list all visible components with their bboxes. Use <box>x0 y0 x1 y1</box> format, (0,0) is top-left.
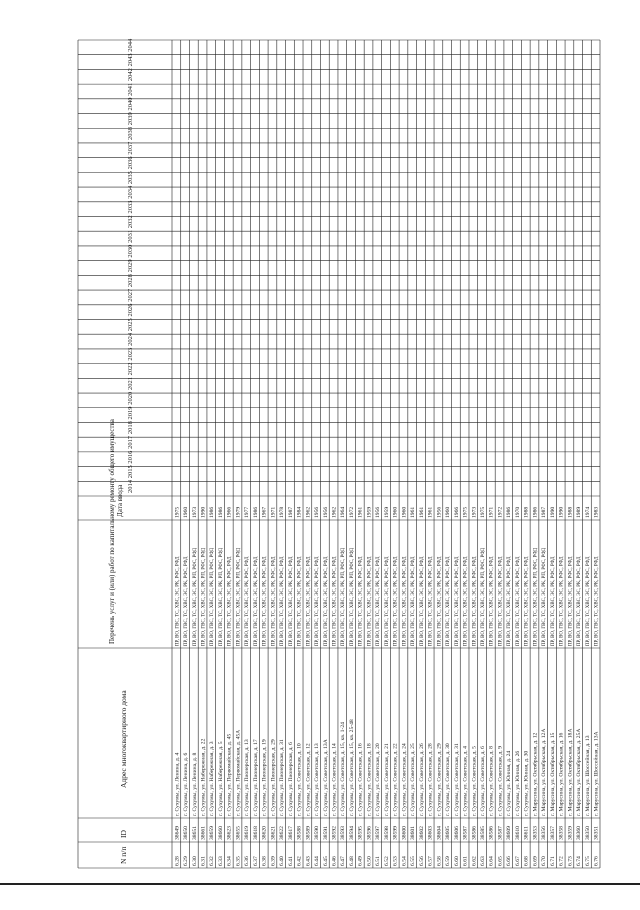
row-year: 1978 <box>279 506 286 518</box>
row-num: 6.47 <box>340 856 347 866</box>
row-num: 6.54 <box>401 856 408 866</box>
header-year-2024: 2024 <box>127 332 134 346</box>
row-services: ПР, ВО, ГВС, ТС, ХВС, ЭС, РК, РФС, РФД <box>323 556 329 646</box>
row-id: 38597 <box>375 826 382 840</box>
row-id: 38351 <box>593 826 600 840</box>
row-year: 1972 <box>348 506 355 518</box>
row-num: 6.35 <box>235 856 242 866</box>
header-year-2039: 2039 <box>127 112 134 126</box>
row-services: ПР, ВО, ГВС, ТС, ХВС, ЭС, РК, РФС, РФД <box>332 556 338 646</box>
row-year: 1987 <box>541 506 548 518</box>
row-num: 6.44 <box>314 856 321 866</box>
row-num: 6.51 <box>375 856 382 866</box>
row-year: 1979 <box>235 506 242 518</box>
row-num: 6.37 <box>252 856 259 866</box>
row-num: 6.46 <box>331 856 338 866</box>
row-address: г. Сухумы, ул. Советская, д. 4 <box>462 746 469 816</box>
row-address: г. Сухумы, ул. Первомайская, д. 45 <box>226 733 233 816</box>
row-address: г. Сухумы, ул. Пионерская, д. 13 <box>244 739 251 816</box>
row-services: ПР, ВО, ГВС, ТС, ХВС, ЭС, РК, РФС, РФД <box>577 556 583 646</box>
row-services: ПР, ВО, ГВС, ТС, ХВС, ЭС, РК, РФС, РФД <box>419 556 425 646</box>
row-services: ПР, ВО, ГВС, ТС, ХВС, ЭС, РК, РП, РФС, РФД <box>481 548 487 646</box>
row-services: ПР, ВО, ГВС, ТС, ХВС, ЭС, РК, РФС, РФД <box>315 556 321 646</box>
header-year-2019: 2019 <box>127 406 134 420</box>
row-year: 1960 <box>401 506 408 518</box>
row-year: 1962 <box>331 506 338 518</box>
row-services: ПР, ВО, ГВС, ТС, ХВС, ЭС, РК, РФС, РФД <box>489 556 495 646</box>
footer-rule <box>0 883 640 885</box>
row-year: 1956 <box>375 506 382 518</box>
row-year: 1986 <box>506 506 513 518</box>
row-address: г. Сухумы, ул. Советская, д. 16 <box>357 743 364 816</box>
header-year-2025: 2025 <box>127 318 134 332</box>
row-address: г. Сухумы, ул. Советская, д. 29 <box>436 743 443 816</box>
header-services: Перечень услуг и (или) работ по капитальному ремонту общего имущества <box>108 419 116 644</box>
row-num: 6.56 <box>418 856 425 866</box>
row-num: 6.34 <box>226 856 233 866</box>
row-services: ПР, ВО, ГВС, ТС, ХВС, ЭС, РК, РФС, РФД <box>384 556 390 646</box>
row-year: 1990 <box>558 506 565 518</box>
row-year: 1989 <box>576 506 583 518</box>
row-id: 38353 <box>532 826 539 840</box>
row-services: ПР, ВО, ГВС, ТС, ХВС, ЭС, РК, РП, РФС, РФД <box>349 548 355 646</box>
row-num: 6.50 <box>366 856 373 866</box>
header-year-2035: 2035 <box>127 171 134 185</box>
row-services: ПР, ВО, ГВС, ТС, ХВС, ЭС, РК, РФС, РФД <box>175 556 181 646</box>
row-id: 38611 <box>523 826 530 840</box>
row-year: 1975 <box>480 506 487 518</box>
header-num: N п/п <box>119 846 128 864</box>
table-grid <box>78 40 600 868</box>
header-year-2042: 2042 <box>127 68 134 82</box>
row-id: 38661 <box>200 826 207 840</box>
row-id: 38585 <box>480 826 487 840</box>
row-year: 1964 <box>340 506 347 518</box>
row-id: 38591 <box>322 826 329 840</box>
row-address: г. Сухумы, ул. Советская, д. 12 <box>305 743 312 816</box>
row-address: г. Марусина, ул. Шоссейная, д. 13 <box>584 735 591 816</box>
row-address: г. Сухумы, ул. Советская, д. 14 <box>331 743 338 816</box>
row-address: г. Сухумы, ул. Советская, д. 13 <box>314 743 321 816</box>
row-num: 6.69 <box>532 856 539 866</box>
row-num: 6.30 <box>191 856 198 866</box>
row-id: 38593 <box>340 826 347 840</box>
row-id: 38592 <box>331 826 338 840</box>
row-address: г. Сухумы, ул. Советская, д. 15, кв. 25-48 <box>348 719 355 816</box>
row-year: 1962 <box>305 506 312 518</box>
row-address: г. Сухумы, ул. Юнная, д. 30 <box>523 750 530 816</box>
row-services: ПР, ВО, ГВС, ТС, ХВС, ЭС, РК, РП, РФС, РФД <box>542 548 548 646</box>
header-year-2018: 2018 <box>127 421 134 435</box>
row-id: 38599 <box>392 826 399 840</box>
header-year-2040: 2040 <box>127 97 134 111</box>
row-year: 1988 <box>567 506 574 518</box>
row-num: 6.61 <box>462 856 469 866</box>
row-id: 38651 <box>191 826 198 840</box>
row-num: 6.68 <box>523 856 530 866</box>
row-year: 1959 <box>366 506 373 518</box>
row-id: 38586 <box>488 826 495 840</box>
row-num: 6.53 <box>392 856 399 866</box>
row-year: 1961 <box>357 506 364 518</box>
row-services: ПР, ВО, ГВС, ТС, ХВС, ЭС, РК, РФС, РФД <box>428 556 434 646</box>
row-services: ПР, ВО, ГВС, ТС, ХВС, ЭС, РК, РФС, РФД <box>559 556 565 646</box>
row-services: ПР, ВО, ГВС, ТС, ХВС, ЭС, РК, РФС, РФД <box>498 556 504 646</box>
row-year: 1961 <box>410 506 417 518</box>
row-year: 1984 <box>296 506 303 518</box>
row-year: 1990 <box>200 506 207 518</box>
row-year: 1983 <box>593 506 600 518</box>
row-num: 6.42 <box>296 856 303 866</box>
row-num: 6.58 <box>436 856 443 866</box>
row-id: 38603 <box>427 826 434 840</box>
row-year: 1975 <box>462 506 469 518</box>
row-address: г. Сухумы, ул. Пионерская, д. 6 <box>287 742 294 816</box>
row-year: 1966 <box>453 506 460 518</box>
row-year: 1960 <box>445 506 452 518</box>
row-num: 6.40 <box>279 856 286 866</box>
row-year: 1988 <box>523 506 530 518</box>
row-id: 38610 <box>514 826 521 840</box>
row-services: ПР, ВО, ГВС, ТС, ХВС, ЭС, РК, РП, РФС, РФД <box>210 548 216 646</box>
row-id: 38601 <box>410 826 417 840</box>
row-num: 6.36 <box>244 856 251 866</box>
row-id: 38618 <box>252 826 259 840</box>
row-id: 38606 <box>453 826 460 840</box>
row-num: 6.41 <box>287 856 294 866</box>
row-services: ПР, ВО, ГВС, ТС, ХВС, ЭС, РК, РФС, РФД <box>367 556 373 646</box>
row-address: г. Марусина, ул. Октябрьская, д. 12 <box>532 732 539 816</box>
row-services: ПР, ВО, ГВС, ТС, ХВС, ЭС, РК, РФС, РФД <box>524 556 530 646</box>
row-year: 1974 <box>584 506 591 518</box>
row-services: ПР, ВО, ГВС, ТС, ХВС, ЭС, РК, РФС, РФД <box>446 556 452 646</box>
row-num: 6.45 <box>322 856 329 866</box>
row-address: г. Марусина, ул. Октябрьская, д. 25А <box>576 728 583 816</box>
row-address: г. Сухумы, ул. Советская, д. 28 <box>427 743 434 816</box>
row-num: 6.74 <box>576 856 583 866</box>
row-id: 38586 <box>471 826 478 840</box>
row-id: 38604 <box>436 826 443 840</box>
header-year-2034: 2034 <box>127 185 134 199</box>
row-id: 38598 <box>383 826 390 840</box>
row-address: г. Сухумы, ул. Пионерская, д. 19 <box>261 739 268 816</box>
row-address: г. Марусина, ул. Октябрьская, д. 12А <box>541 728 548 816</box>
row-services: ПР, ВО, ГВС, ТС, ХВС, ЭС, РК, РФС, РФД <box>280 556 286 646</box>
row-services: ПР, ВО, ГВС, ТС, ХВС, ЭС, РК, РФС, РФД <box>297 556 303 646</box>
row-id: 38605 <box>445 826 452 840</box>
row-year: 1987 <box>287 506 294 518</box>
row-address: г. Сухумы, ул. Советская, д. 10 <box>296 743 303 816</box>
row-year: 1967 <box>261 506 268 518</box>
row-num: 6.65 <box>497 856 504 866</box>
row-id: 38619 <box>244 826 251 840</box>
row-services: ПР, ВО, ГВС, ТС, ХВС, ЭС, РК, РФС, РФД <box>507 556 513 646</box>
row-num: 6.73 <box>567 856 574 866</box>
row-id: 38594 <box>348 826 355 840</box>
header-year-2017: 2017 <box>127 435 134 449</box>
header-year-2043: 2043 <box>127 53 134 67</box>
row-id: 38587 <box>462 826 469 840</box>
row-services: ПР, ВО, ГВС, ТС, ХВС, ЭС, РК, РФС, РФД <box>437 556 443 646</box>
row-services: ПР, ВО, ГВС, ТС, ХВС, ЭС, РК, РФС, РФД <box>253 556 259 646</box>
header-year-2020: 2020 <box>127 391 134 405</box>
row-year: 1960 <box>392 506 399 518</box>
header-year-2014: 2014 <box>127 480 134 493</box>
row-address: г. Сухумы, ул. Пионерская, д. 29 <box>270 739 277 816</box>
row-year: 1973 <box>471 506 478 518</box>
row-year: 1970 <box>514 506 521 518</box>
row-address: г. Сухумы, ул. Советская, д. 25 <box>410 743 417 816</box>
row-year: 1986 <box>532 506 539 518</box>
row-address: г. Сухумы, ул. Пионерская, д. 31 <box>279 739 286 816</box>
header-year-2036: 2036 <box>127 156 134 170</box>
row-services: ПР, ВО, ГВС, ТС, ХВС, ЭС, РК, РФС, РФД <box>515 556 521 646</box>
row-services: ПР, ВО, ГВС, ТС, ХВС, ЭС, РК, РФС, РФД <box>184 556 190 646</box>
row-id: 38622 <box>279 826 286 840</box>
row-id: 38356 <box>541 826 548 840</box>
row-services: ПР, ВО, ГВС, ТС, ХВС, ЭС, РК, РФС, РФД <box>411 556 417 646</box>
row-address: г. Сухумы, ул. Советская, д. 9 <box>497 746 504 816</box>
row-address: г. Сухумы, ул. Советская, д. 13А <box>322 739 329 816</box>
row-year: 1971 <box>270 506 277 518</box>
row-id: 38620 <box>261 826 268 840</box>
row-num: 6.64 <box>488 856 495 866</box>
row-num: 6.38 <box>261 856 268 866</box>
row-services: ПР, ВО, ГВС, ТС, ХВС, ЭС, РК, РП, РФС, РФД <box>341 548 347 646</box>
row-year: 1990 <box>549 506 556 518</box>
row-id: 38590 <box>314 826 321 840</box>
row-num: 6.52 <box>383 856 390 866</box>
row-address: г. Сухумы, ул. Ленина, д. 8 <box>191 752 198 816</box>
header-year-2023: 2023 <box>127 347 134 361</box>
header-year-2029: 2029 <box>127 259 134 273</box>
row-services: ПР, ВО, ГВС, ТС, ХВС, ЭС, РК, РФС, РФД <box>306 556 312 646</box>
row-services: ПР, ВО, ГВС, ТС, ХВС, ЭС, РК, РП, РФС, РФД <box>236 548 242 646</box>
header-year-2031: 2031 <box>127 229 134 243</box>
row-year: 1959 <box>383 506 390 518</box>
row-address: г. Сухумы, ул. Советская, д. 15, кв. 1-24 <box>340 722 347 816</box>
header-year-2022: 2022 <box>127 362 134 376</box>
row-address: г. Сухумы, ул. Советская, д. 20 <box>375 743 382 816</box>
row-address: г. Марусина, ул. Октябрьская, д. 16 <box>558 732 565 816</box>
row-services: ПР, ВО, ГВС, ТС, ХВС, ЭС, РК, РФС, РФД <box>271 556 277 646</box>
row-services: ПР, ВО, ГВС, ТС, ХВС, ЭС, РК, РФС, РФД <box>376 556 382 646</box>
header-year-2038: 2038 <box>127 126 134 140</box>
row-services: ПР, ВО, ГВС, ТС, ХВС, ЭС, РК, РП, РФС, РФД <box>201 548 207 646</box>
row-num: 6.70 <box>541 856 548 866</box>
row-num: 6.31 <box>200 856 207 866</box>
row-address: г. Сухумы, ул. Первомайская, д. 45А <box>235 729 242 816</box>
row-address: г. Сухумы, ул. Советская, д. 22 <box>392 743 399 816</box>
row-year: 1986 <box>217 506 224 518</box>
row-services: ПР, ВО, ГВС, ТС, ХВС, ЭС, РК, РФС, РФД <box>288 556 294 646</box>
row-services: ПР, ВО, ГВС, ТС, ХВС, ЭС, РК, РФС, РФД <box>472 556 478 646</box>
row-address: г. Сухумы, ул. Советская, д. 5 <box>471 746 478 816</box>
row-year: 1986 <box>252 506 259 518</box>
row-id: 38587 <box>497 826 504 840</box>
row-id: 38650 <box>183 826 190 840</box>
row-id: 38659 <box>209 826 216 840</box>
row-num: 6.48 <box>348 856 355 866</box>
row-id: 38600 <box>401 826 408 840</box>
row-services: ПР, ВО, ГВС, ТС, ХВС, ЭС, РК, РФС, РФД <box>463 556 469 646</box>
row-id: 38359 <box>567 826 574 840</box>
row-address: г. Марусина, ул. Октябрьская, д. 15 <box>549 732 556 816</box>
row-address: г. Сухумы, ул. Советская, д. 31 <box>453 743 460 816</box>
header-id: ID <box>119 830 128 838</box>
row-id: 38602 <box>418 826 425 840</box>
row-id: 38623 <box>226 826 233 840</box>
row-year: 1973 <box>191 506 198 518</box>
row-services: ПР, ВО, ГВС, ТС, ХВС, ЭС, РК, РФС, РФД <box>594 556 600 646</box>
row-num: 6.59 <box>445 856 452 866</box>
row-services: ПР, ВО, ГВС, ТС, ХВС, ЭС, РК, РФС, РФД <box>245 556 251 646</box>
row-address: г. Сухумы, ул. Советская, д. 24 <box>401 743 408 816</box>
row-num: 6.29 <box>183 856 190 866</box>
row-address: г. Сухумы, ул. Ленина, д. 6 <box>183 752 190 816</box>
row-address: г. Сухумы, ул. Советская, д. 26 <box>418 743 425 816</box>
row-num: 6.39 <box>270 856 277 866</box>
row-year: 1956 <box>314 506 321 518</box>
row-num: 6.67 <box>514 856 521 866</box>
row-year: 1977 <box>244 506 251 518</box>
row-services: ПР, ВО, ГВС, ТС, ХВС, ЭС, РК, РП, РФС, РФД <box>218 548 224 646</box>
row-id: 38360 <box>576 826 583 840</box>
row-id: 38655 <box>235 826 242 840</box>
row-address: г. Сухумы, ул. Советская, д. 6 <box>480 746 487 816</box>
row-services: ПР, ВО, ГВС, ТС, ХВС, ЭС, РК, РФС, РФД <box>402 556 408 646</box>
row-num: 6.49 <box>357 856 364 866</box>
row-year: 1972 <box>497 506 504 518</box>
row-address: г. Марусина, ул. Октябрьская, д. 18А <box>567 728 574 816</box>
header-year-2033: 2033 <box>127 200 134 214</box>
row-id: 38358 <box>558 826 565 840</box>
row-id: 38621 <box>270 826 277 840</box>
header-year-2044: 2044 <box>127 38 134 52</box>
row-services: ПР, ВО, ГВС, ТС, ХВС, ЭС, РК, РП, РФС, РФД <box>192 548 198 646</box>
row-services: ПР, ВО, ГВС, ТС, ХВС, ЭС, РК, РФС, РФД <box>454 556 460 646</box>
row-id: 38595 <box>357 826 364 840</box>
row-address: г. Сухумы, ул. Советская, д. 21 <box>383 743 390 816</box>
header-year-2041: 2041 <box>127 82 134 96</box>
row-services: ПР, ВО, ГВС, ТС, ХВС, ЭС, РК, РП, РФС, РФД <box>533 548 539 646</box>
row-services: ПР, ВО, ГВС, ТС, ХВС, ЭС, РК, РФС, РФД <box>568 556 574 646</box>
row-services: ПР, ВО, ГВС, ТС, ХВС, ЭС, РК, РФС, РФД <box>227 556 233 646</box>
row-id: 38357 <box>549 826 556 840</box>
row-num: 6.75 <box>584 856 591 866</box>
row-address: г. Сухумы, ул. Советская, д. 18 <box>366 743 373 816</box>
row-services: ПР, ВО, ГВС, ТС, ХВС, ЭС, РК, РФС, РФД <box>585 556 591 646</box>
row-address: г. Сухумы, ул. Пионерская, д. 17 <box>252 739 259 816</box>
row-id: 38649 <box>174 826 181 840</box>
row-year: 1966 <box>226 506 233 518</box>
row-services: ПР, ВО, ГВС, ТС, ХВС, ЭС, РК, РФС, РФД <box>393 556 399 646</box>
row-id: 38350 <box>584 826 591 840</box>
header-address: Адрес многоквартирного дома <box>119 690 128 788</box>
row-num: 6.57 <box>427 856 434 866</box>
header-year-2027: 2027 <box>127 288 134 302</box>
header-year-2026: 2026 <box>127 303 134 317</box>
row-id: 38609 <box>506 826 513 840</box>
row-num: 6.60 <box>453 856 460 866</box>
row-year: 1961 <box>427 506 434 518</box>
row-year: 1971 <box>488 506 495 518</box>
row-year: 1986 <box>209 506 216 518</box>
row-num: 6.28 <box>174 856 181 866</box>
header-year: Дата ввода <box>116 484 124 517</box>
header-year-2021: 2021 <box>127 377 134 391</box>
row-address: г. Сухумы, ул. Юнная, д. 26 <box>514 750 521 816</box>
row-year: 1956 <box>436 506 443 518</box>
header-year-2037: 2037 <box>127 141 134 155</box>
header-year-2016: 2016 <box>127 450 134 464</box>
row-num: 6.76 <box>593 856 600 866</box>
row-year: 1956 <box>322 506 329 518</box>
row-num: 6.72 <box>558 856 565 866</box>
row-id: 38660 <box>217 826 224 840</box>
row-address: г. Сухумы, ул. Советская, д. 8 <box>488 746 495 816</box>
row-id: 38617 <box>287 826 294 840</box>
header-year-2015: 2015 <box>127 465 134 479</box>
row-num: 6.55 <box>410 856 417 866</box>
row-year: 1960 <box>183 506 190 518</box>
row-address: г. Сухумы, ул. Юнная, д. 24 <box>506 750 513 816</box>
row-id: 38588 <box>296 826 303 840</box>
row-num: 6.71 <box>549 856 556 866</box>
header-year-2028: 2028 <box>127 274 134 288</box>
row-num: 6.62 <box>471 856 478 866</box>
row-address: г. Сухумы, ул. Набережная, д. 22 <box>200 738 207 816</box>
row-num: 6.32 <box>209 856 216 866</box>
header-year-2030: 2030 <box>127 244 134 258</box>
row-address: г. Сухумы, ул. Советская, д. 30 <box>445 743 452 816</box>
row-address: г. Сухумы, ул. Ленина, д. 4 <box>174 752 181 816</box>
row-num: 6.66 <box>506 856 513 866</box>
row-num: 6.33 <box>217 856 224 866</box>
row-num: 6.43 <box>305 856 312 866</box>
row-address: г. Сухумы, ул. Набережная, д. 3 <box>209 741 216 816</box>
row-services: ПР, ВО, ГВС, ТС, ХВС, ЭС, РК, РФС, РФД <box>358 556 364 646</box>
row-address: г. Марусина, ул. Шоссейная, д. 13А <box>593 731 600 816</box>
row-id: 38596 <box>366 826 373 840</box>
row-services: ПР, ВО, ГВС, ТС, ХВС, ЭС, РК, РФС, РФД <box>262 556 268 646</box>
row-services: ПР, ВО, ГВС, ТС, ХВС, ЭС, РК, РФС, РФД <box>550 556 556 646</box>
row-id: 38589 <box>305 826 312 840</box>
row-year: 1961 <box>418 506 425 518</box>
row-year: 1975 <box>174 506 181 518</box>
header-year-2032: 2032 <box>127 215 134 229</box>
row-num: 6.63 <box>480 856 487 866</box>
row-address: г. Сухумы, ул. Набережная, д. 5 <box>217 741 224 816</box>
